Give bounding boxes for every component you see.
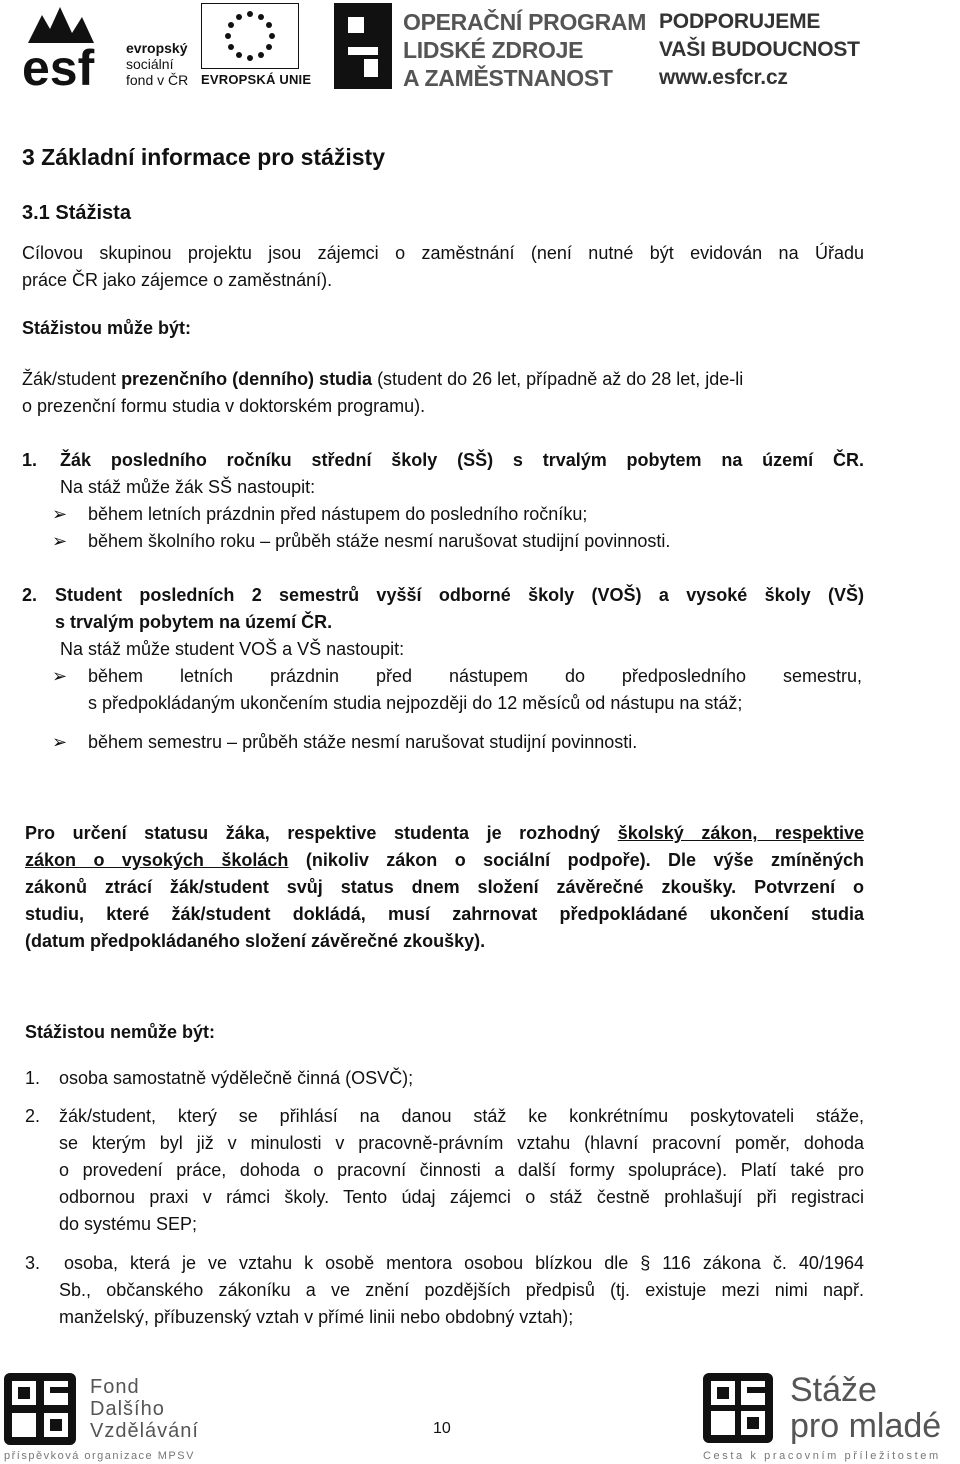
bullet-arrow-icon: ➢	[52, 531, 68, 551]
section-heading: 3 Základní informace pro stážisty	[22, 144, 386, 170]
bullet-arrow-icon: ➢	[52, 732, 68, 752]
item-2-bullet-1-line-1: během letních prázdnin před nástupem do předposledního semestru,	[88, 666, 862, 686]
cannot-item-2-line-5: do systému SEP;	[59, 1214, 198, 1234]
student-line-2: o prezenční formu studia v doktorském programu).	[22, 396, 426, 416]
slogan: PODPORUJEME VAŠI BUDOUCNOST www.esfcr.cz	[659, 8, 860, 92]
staze-pro-mlade-subtitle: Cesta k pracovním příležitostem	[703, 1450, 941, 1462]
intro-line-1: Cílovou skupinou projektu jsou zájemci o zaměstnání (není nutné být evidován na Úřadu	[22, 243, 864, 263]
esf-logo-text: evropský sociální fond v ČR	[126, 40, 189, 88]
fdv-subtitle: příspěvková organizace MPSV	[4, 1450, 195, 1462]
item-2-number: 2.	[22, 585, 38, 605]
student-line-1: Žák/student prezenčního (denního) studia (student do 26 let, případně až do 28 let, jde-li	[22, 369, 744, 389]
item-2-title-line-1: Student posledních 2 semestrů vyšší odborné školy (VOŠ) a vysoké školy (VŠ)	[55, 585, 864, 605]
esf-website-link[interactable]: www.esfcr.cz	[659, 66, 788, 89]
item-1-lead: Na stáž může žák SŠ nastoupit:	[60, 477, 316, 497]
item-1-title: Žák posledního ročníku střední školy (SŠ) s trvalým pobytem na území ČR.	[60, 450, 864, 470]
subsection-heading: 3.1 Stážista	[22, 202, 131, 224]
cannot-item-2-line-4: odbornou praxi v rámci školy. Tento údaj zájemci o stáž čestně prohlašují při registraci	[59, 1187, 864, 1207]
bullet-arrow-icon: ➢	[52, 666, 68, 686]
cannot-item-2-number: 2.	[25, 1106, 41, 1126]
item-1-number: 1.	[22, 450, 38, 470]
cannot-item-2-line-3: o provedení práce, dohoda o pracovní činnosti a další formy spolupráce). Platí také pro	[59, 1160, 864, 1180]
status-line-3: zákonů ztrácí žák/student svůj status dnem složení závěrečné zkoušky. Potvrzení o	[25, 877, 864, 897]
cannot-item-1-line-1: osoba samostatně výdělečně činná (OSVČ);	[59, 1068, 414, 1088]
cannot-item-3-line-3: manželský, příbuzenský vztah v přímé linii nebo obdobný vztah);	[59, 1307, 574, 1327]
item-1-bullet-2: během školního roku – průběh stáže nesmí narušovat studijní povinnosti.	[88, 531, 671, 551]
can-be-title: Stážistou může být:	[22, 318, 192, 338]
cannot-item-3-number: 3.	[25, 1253, 41, 1273]
staze-pro-mlade-logo-icon	[703, 1373, 773, 1443]
status-line-4: studiu, které žák/student dokládá, musí zahrnovat předpokládané ukončení studia	[25, 904, 864, 924]
fdv-logo-icon	[4, 1373, 76, 1445]
eu-flag-icon	[201, 3, 299, 69]
intro-line-2: práce ČR jako zájemce o zaměstnání).	[22, 270, 333, 290]
bullet-arrow-icon: ➢	[52, 504, 68, 524]
item-2-title-line-2: s trvalým pobytem na území ČR.	[55, 612, 333, 632]
fdv-name: Fond Dalšího Vzdělávání	[90, 1376, 199, 1442]
status-line-1: Pro určení statusu žáka, respektive studenta je rozhodný školský zákon, respektive	[25, 823, 864, 843]
cannot-item-3-line-1: osoba, která je ve vztahu k osobě mentora osobou blízkou dle § 116 zákona č. 40/1964	[64, 1253, 864, 1273]
svg-text:esf: esf	[22, 40, 95, 89]
cannot-be-title: Stážistou nemůže být:	[25, 1022, 216, 1042]
cannot-item-1-number: 1.	[25, 1068, 41, 1088]
eu-label: EVROPSKÁ UNIE	[201, 72, 312, 87]
cannot-item-3-line-2: Sb., občanského zákoníku a ve znění pozdějších předpisů (tj. existuje mezi nimi např.	[59, 1280, 864, 1300]
item-1-bullet-1: během letních prázdnin před nástupem do posledního ročníku;	[88, 504, 588, 524]
item-2-bullet-1-line-2: s předpokládaným ukončením studia nejpozději do 12 měsíců od nástupu na stáž;	[88, 693, 743, 713]
cannot-item-2-line-2: se kterým byl již v minulosti v pracovně-právním vztahu (hlavní pracovní poměr, dohoda	[59, 1133, 864, 1153]
op-lzz-logo-icon	[334, 3, 392, 89]
esf-logo-icon	[20, 3, 122, 89]
staze-pro-mlade-name: Stáže pro mladé	[790, 1371, 942, 1445]
item-2-bullet-2: během semestru – průběh stáže nesmí narušovat studijní povinnosti.	[88, 732, 638, 752]
status-line-5: (datum předpokládaného složení závěrečné zkoušky).	[25, 931, 486, 951]
item-2-lead: Na stáž může student VOŠ a VŠ nastoupit:	[60, 639, 405, 659]
cannot-item-2-line-1: žák/student, který se přihlásí na danou stáž ke konkrétnímu poskytovateli stáže,	[59, 1106, 864, 1126]
op-program-name: OPERAČNÍ PROGRAM LIDSKÉ ZDROJE A ZAMĚSTNANOST	[403, 9, 647, 91]
page-header	[0, 0, 960, 95]
page-number: 10	[433, 1420, 451, 1437]
status-line-2: zákon o vysokých školách (nikoliv zákon o sociální podpoře). Dle výše zmíněných	[25, 850, 864, 870]
